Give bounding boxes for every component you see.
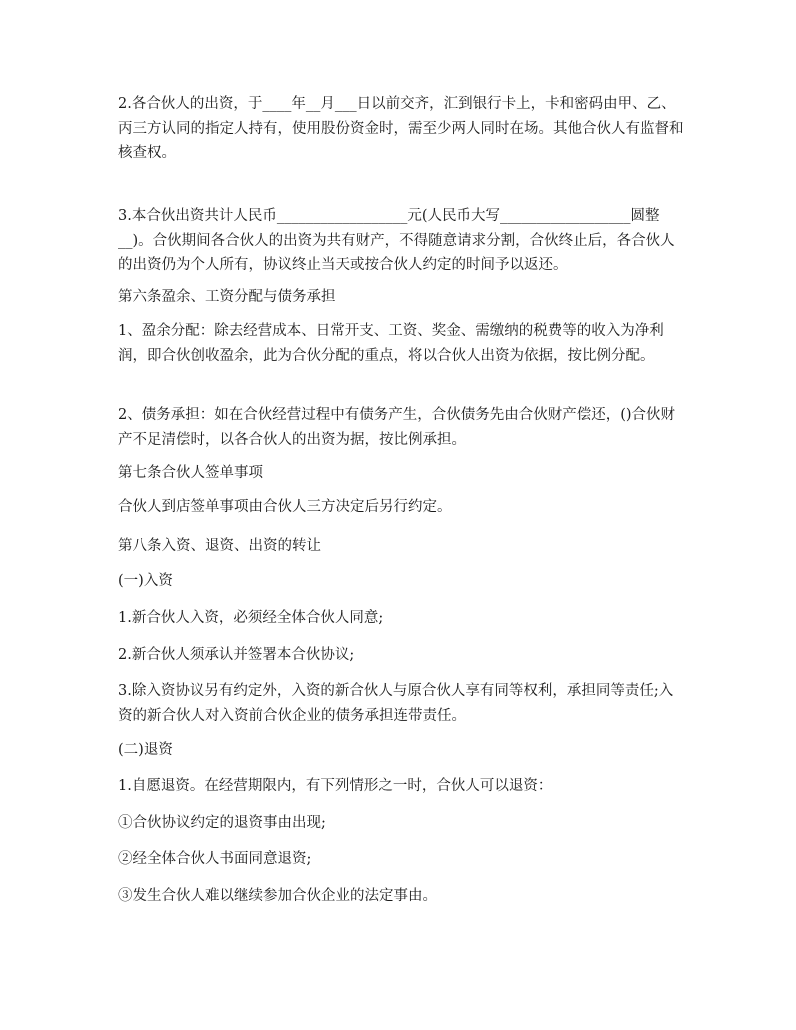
paragraph-signing-matters: 合伙人到店签单事项由合伙人三方决定后另行约定。 — [118, 499, 452, 515]
paragraph-capital-contribution-deadline: 2.各合伙人的出资，于____年__月___日以前交齐，汇到银行卡上，卡和密码由甲、乙、丙三方认同的指定人持有，使用股份资金时，需至少两人同时在场。其他合伙人有监督和核查权。 — [118, 96, 684, 161]
list-item-entry-3: 3.除入资协议另有约定外，入资的新合伙人与原合伙人享有同等权利，承担同等责任;入资的新合伙人对入资前合伙企业的债务承担连带责任。 — [118, 683, 674, 724]
heading-article-7: 第七条合伙人签单事项 — [118, 465, 263, 481]
heading-article-6: 第六条盈余、工资分配与债务承担 — [118, 289, 336, 305]
list-item-entry-1: 1.新合伙人入资，必须经全体合伙人同意; — [118, 610, 384, 626]
heading-article-8: 第八条入资、退资、出资的转让 — [118, 538, 321, 554]
list-item-withdrawal-1: 1.自愿退资。在经营期限内，有下列情形之一时，合伙人可以退资： — [118, 778, 553, 794]
paragraph-profit-distribution: 1、盈余分配：除去经营成本、日常开支、工资、奖金、需缴纳的税费等的收入为净利润，即合伙创收盈余，此为合伙分配的重点，将以合伙人出资为依据，按比例分配。 — [118, 323, 664, 364]
list-item-entry-2: 2.新合伙人须承认并签署本合伙协议; — [118, 647, 355, 663]
list-item-withdrawal-condition-3: ③发生合伙人难以继续参加合伙企业的法定事由。 — [118, 888, 437, 904]
list-item-withdrawal-condition-1: ①合伙协议约定的退资事由出现; — [118, 815, 326, 831]
subheading-capital-entry: (一)入资 — [118, 573, 173, 589]
paragraph-total-capital: 3.本合伙出资共计人民币__________________元(人民币大写__________________圆整__)。合伙期间各合伙人的出资为共有财产，不得随意请求分割，合伙终止后，各合伙人的出资仍为个人所有，协议终止当天或按合伙人约定的时间予以返还。 — [118, 208, 675, 273]
list-item-withdrawal-condition-2: ②经全体合伙人书面同意退资; — [118, 851, 312, 867]
paragraph-debt-liability: 2、债务承担：如在合伙经营过程中有债务产生，合伙债务先由合伙财产偿还，()合伙财产不足清偿时，以各合伙人的出资为据，按比例承担。 — [118, 407, 676, 448]
subheading-capital-withdrawal: (二)退资 — [118, 742, 173, 758]
